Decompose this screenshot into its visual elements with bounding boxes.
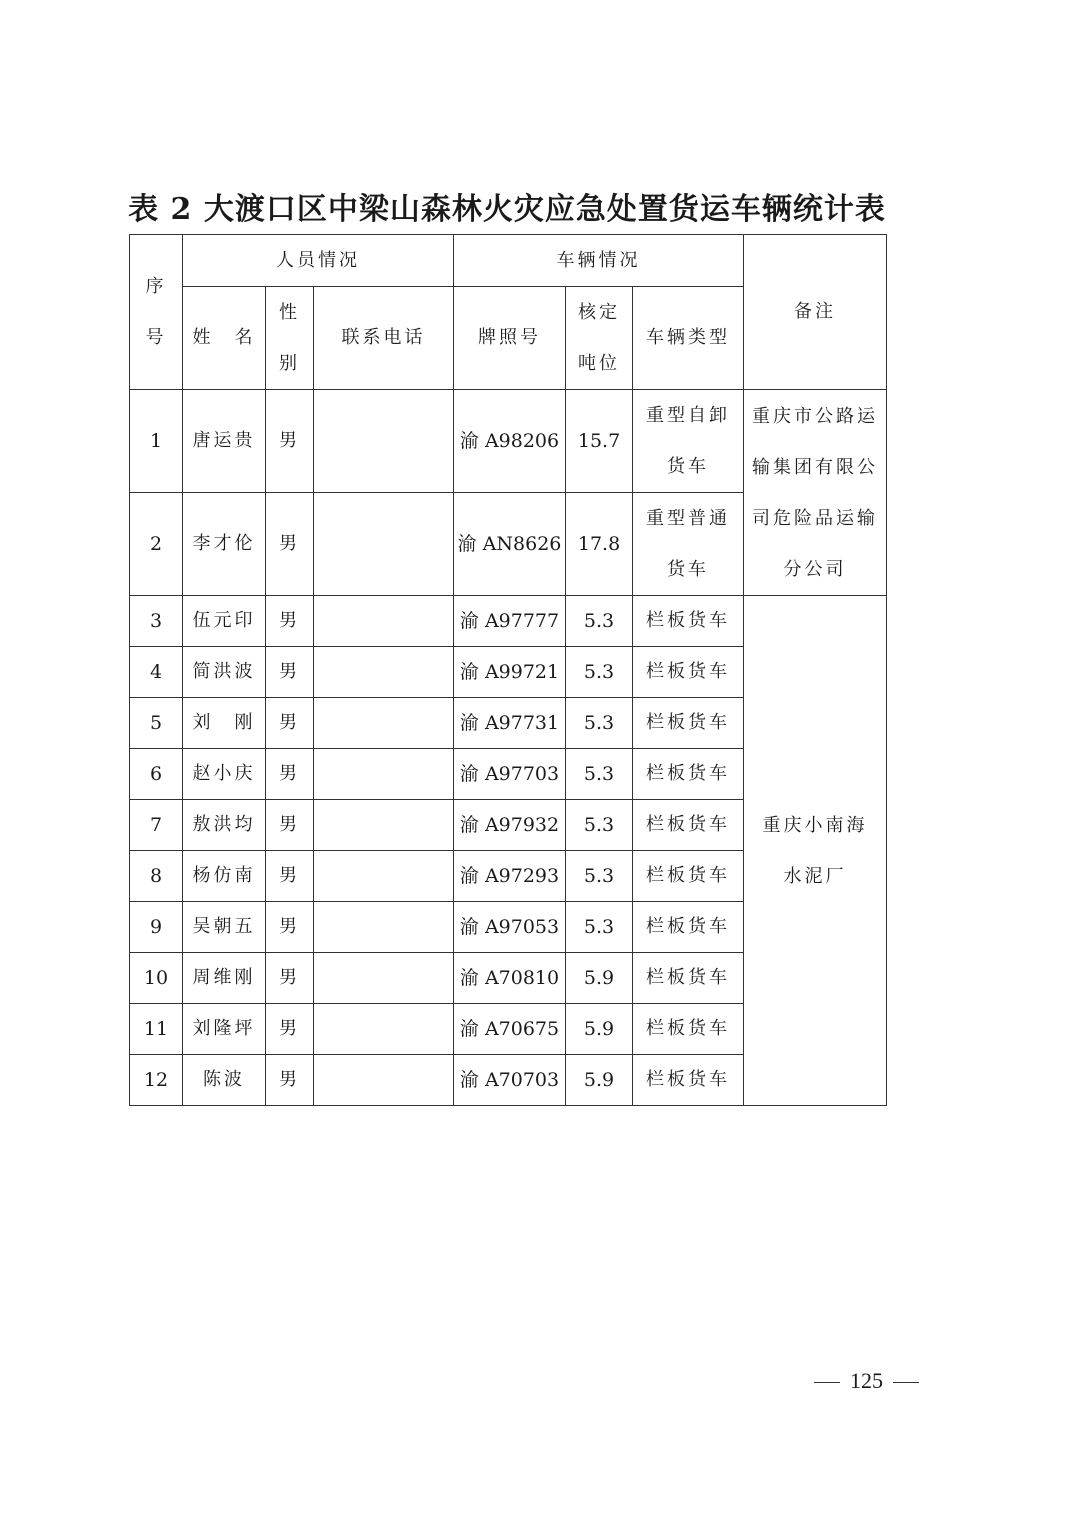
cell-tonnage: 5.3 [566, 647, 633, 698]
cell-name: 刘隆坪 [183, 1004, 266, 1055]
cell-name: 杨仿南 [183, 851, 266, 902]
remark-line-2: 输集团有限公 [752, 456, 879, 478]
cell-seq: 9 [130, 902, 183, 953]
cell-phone [314, 902, 454, 953]
header-name: 姓 名 [183, 287, 266, 390]
header-row-1 [130, 235, 887, 287]
cell-plate: 渝 A70703 [454, 1055, 566, 1106]
cell-seq: 3 [130, 596, 183, 647]
cell-vehicle-type [633, 493, 744, 596]
cell-seq: 12 [130, 1055, 183, 1106]
table-title: 表 2 大渡口区中梁山森林火灾应急处置货运车辆统计表 [128, 192, 886, 227]
cell-name: 唐运贵 [183, 390, 266, 493]
cell-seq: 5 [130, 698, 183, 749]
header-vehicle: 车辆情况 [454, 235, 744, 287]
cell-plate: 渝 A97703 [454, 749, 566, 800]
cell-phone [314, 596, 454, 647]
cell-vehicle-type: 栏板货车 [633, 698, 744, 749]
cell-tonnage: 5.3 [566, 800, 633, 851]
cell-gender: 男 [266, 596, 314, 647]
cell-name: 敖洪均 [183, 800, 266, 851]
cell-vehicle-type: 栏板货车 [633, 902, 744, 953]
cell-vehicle-type: 栏板货车 [633, 1004, 744, 1055]
cell-gender: 男 [266, 749, 314, 800]
cell-tonnage: 5.3 [566, 749, 633, 800]
header-gender [266, 287, 314, 390]
cell-vehicle-type: 栏板货车 [633, 596, 744, 647]
dash-right [893, 1382, 919, 1383]
cell-vehicle-type: 栏板货车 [633, 800, 744, 851]
remark-line-2: 水泥厂 [783, 865, 847, 887]
header-tonnage-line-1: 核定 [578, 302, 621, 323]
cell-phone [314, 493, 454, 596]
cell-tonnage: 17.8 [566, 493, 633, 596]
cell-vehicle-type-line-2: 货车 [667, 559, 710, 580]
cell-seq: 11 [130, 1004, 183, 1055]
header-seq-line-2: 号 [145, 327, 167, 348]
cell-phone [314, 1055, 454, 1106]
cell-name: 李才伦 [183, 493, 266, 596]
cell-phone [314, 800, 454, 851]
cell-seq: 1 [130, 390, 183, 493]
cell-vehicle-type: 栏板货车 [633, 647, 744, 698]
header-vehicle-type: 车辆类型 [633, 287, 744, 390]
cell-plate: 渝 AN8626 [454, 493, 566, 596]
cell-name: 吴朝五 [183, 902, 266, 953]
cell-plate: 渝 A97053 [454, 902, 566, 953]
cell-name: 陈波 [183, 1055, 266, 1106]
cell-name: 伍元印 [183, 596, 266, 647]
remark-line-4: 分公司 [783, 558, 847, 580]
header-seq [130, 235, 183, 390]
table-row [130, 390, 887, 493]
cell-gender: 男 [266, 493, 314, 596]
cell-phone [314, 953, 454, 1004]
cell-seq: 4 [130, 647, 183, 698]
header-personnel: 人员情况 [183, 235, 454, 287]
cell-plate: 渝 A70810 [454, 953, 566, 1004]
remark-line-1: 重庆小南海 [762, 814, 868, 836]
cell-gender: 男 [266, 390, 314, 493]
cell-vehicle-type-line-1: 重型普通 [646, 508, 731, 529]
cell-gender: 男 [266, 698, 314, 749]
cell-gender: 男 [266, 902, 314, 953]
cell-phone [314, 1004, 454, 1055]
cell-gender: 男 [266, 800, 314, 851]
cell-gender: 男 [266, 953, 314, 1004]
header-gender-line-1: 性 [279, 302, 300, 323]
cell-plate: 渝 A99721 [454, 647, 566, 698]
cell-plate: 渝 A97777 [454, 596, 566, 647]
header-tonnage [566, 287, 633, 390]
cell-gender: 男 [266, 851, 314, 902]
cell-tonnage: 5.9 [566, 1004, 633, 1055]
header-phone: 联系电话 [314, 287, 454, 390]
cell-phone [314, 851, 454, 902]
cell-name: 周维刚 [183, 953, 266, 1004]
cell-plate: 渝 A97293 [454, 851, 566, 902]
cell-tonnage: 5.9 [566, 953, 633, 1004]
header-tonnage-line-2: 吨位 [578, 353, 621, 374]
cell-plate: 渝 A97731 [454, 698, 566, 749]
cell-phone [314, 698, 454, 749]
cell-seq: 10 [130, 953, 183, 1004]
cell-name: 刘 刚 [183, 698, 266, 749]
cell-vehicle-type-line-2: 货车 [667, 456, 710, 477]
cell-phone [314, 390, 454, 493]
cell-gender: 男 [266, 1055, 314, 1106]
cell-tonnage: 5.3 [566, 851, 633, 902]
cell-vehicle-type-line-1: 重型自卸 [646, 405, 731, 426]
dash-left [814, 1382, 840, 1383]
cell-remark-group-2 [744, 596, 887, 1106]
table-row [130, 596, 887, 647]
header-gender-line-2: 别 [279, 353, 300, 374]
cell-gender: 男 [266, 1004, 314, 1055]
cell-tonnage: 5.3 [566, 902, 633, 953]
header-plate: 牌照号 [454, 287, 566, 390]
cell-plate: 渝 A98206 [454, 390, 566, 493]
cell-seq: 2 [130, 493, 183, 596]
cell-vehicle-type [633, 390, 744, 493]
vehicle-statistics-table [129, 234, 887, 1106]
cell-plate: 渝 A97932 [454, 800, 566, 851]
cell-seq: 8 [130, 851, 183, 902]
remark-line-1: 重庆市公路运 [752, 405, 879, 427]
cell-vehicle-type: 栏板货车 [633, 1055, 744, 1106]
cell-remark-group-1 [744, 390, 887, 596]
cell-plate: 渝 A70675 [454, 1004, 566, 1055]
cell-tonnage: 5.9 [566, 1055, 633, 1106]
header-remark: 备注 [744, 235, 887, 390]
remark-line-3: 司危险品运输 [752, 507, 879, 529]
cell-vehicle-type: 栏板货车 [633, 851, 744, 902]
cell-seq: 6 [130, 749, 183, 800]
cell-name: 简洪波 [183, 647, 266, 698]
cell-vehicle-type: 栏板货车 [633, 749, 744, 800]
header-seq-line-1: 序 [145, 276, 167, 297]
cell-tonnage: 15.7 [566, 390, 633, 493]
cell-phone [314, 647, 454, 698]
page-number: 125 [850, 1368, 883, 1393]
cell-vehicle-type: 栏板货车 [633, 953, 744, 1004]
cell-gender: 男 [266, 647, 314, 698]
cell-tonnage: 5.3 [566, 698, 633, 749]
cell-name: 赵小庆 [183, 749, 266, 800]
cell-tonnage: 5.3 [566, 596, 633, 647]
cell-seq: 7 [130, 800, 183, 851]
cell-phone [314, 749, 454, 800]
page-number-footer [804, 1368, 929, 1394]
